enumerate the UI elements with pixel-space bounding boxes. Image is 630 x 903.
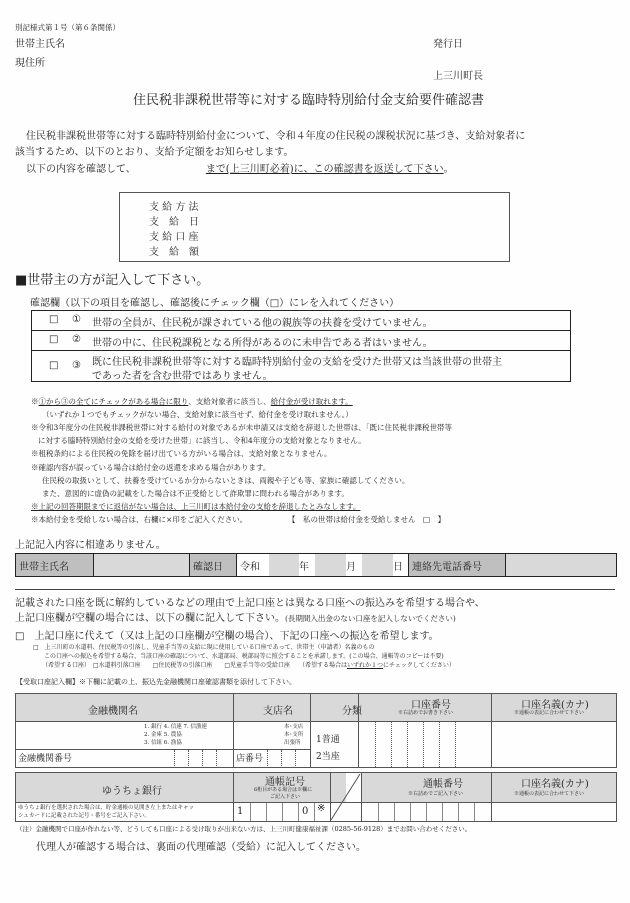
householder-name-label: 世帯主氏名 — [15, 39, 65, 50]
note-1-c: 給付金が受け取れます。 — [270, 397, 353, 406]
checklist-item — [32, 330, 570, 351]
inst-types[interactable] — [144, 723, 207, 747]
checkbox[interactable]: □ — [49, 314, 59, 325]
intro-para1-line1: 住民税非課税世帯等に対する臨時特別給付金について、令和４年度の住民税の課税状況に基づき、支給対象者に — [26, 131, 526, 142]
alt-account-line2-note: (長期間入出金のない口座を記入しないでください) — [285, 614, 456, 623]
checklist-item — [32, 351, 570, 381]
alt-account-sub2: この口座への振込を希望する場合、当該口座の確認について、水道部局、税部局等に照会することを承諾します。(この場合、通帳等のコピーは不要) — [44, 653, 444, 660]
agent-note: 代理人が確認する場合は、裏面の代理確認（受給）に記入してください。 — [36, 842, 366, 853]
confirm-statement: 上記記入内容に相違ありません。 — [15, 540, 166, 551]
yucho-symbol-note2: ご記入下さい — [270, 794, 301, 800]
note-1-b: 、支給対象者に該当し、 — [188, 397, 271, 406]
item-text: 世帯の中に、住民税課税となる所得があるのに未申告である者はいません。 — [92, 338, 433, 349]
note-mark: ※ — [31, 397, 39, 406]
phone-label: 連絡先電話番号 — [409, 554, 506, 576]
householder-name-field[interactable] — [94, 554, 190, 576]
era-label: 令和 — [240, 562, 260, 573]
footer-note: （注）金融機関で口座が作れない等、どうしても口座による受け取りが出来ない方は、上三川町健康福祉課（0285-56-9128）までお問い合わせください。 — [16, 825, 472, 833]
item-number: ① — [72, 314, 81, 325]
yucho-number-header: 通帳番号 — [423, 779, 463, 790]
document-title: 住民税非課税世帯等に対する臨時特別給付金支給要件確認書 — [133, 93, 485, 108]
payment-date-label: 支 給 日 — [149, 217, 199, 228]
year-field[interactable] — [269, 554, 299, 576]
month-label: 月 — [346, 562, 356, 573]
branch-no-label: 店番号 — [236, 754, 264, 764]
householder-name-label: 世帯主氏名 — [16, 554, 94, 576]
choose-one: いずれか１つ — [347, 662, 384, 669]
day-label: 日 — [393, 554, 409, 576]
branch-types[interactable] — [284, 723, 303, 747]
yucho-number-note: ※右詰めでご記入下さい — [408, 791, 464, 797]
inst-type-row: 1. 銀行 4. 信連 7. 信漁連 — [144, 724, 207, 730]
note-4-sub1: 住民税の取扱いとして、扶養を受けているか分からないときは、両親や子ども等、家族に確認してください。 — [42, 476, 410, 485]
account-options-end: にチェックしてください） — [383, 662, 455, 669]
slash-cell — [330, 773, 361, 821]
branch-type-row: 本･支所 — [284, 732, 304, 738]
symbol-digit-first: 1 — [237, 806, 244, 817]
inst-name-header: 金融機関名 — [88, 706, 138, 717]
yucho-symbol-field[interactable] — [234, 803, 330, 821]
inst-type-row: 2. 金庫 5. 農協 — [144, 732, 182, 738]
note-2-line1: ※令和3年度分の住民税非課税世帯に対する給付の対象であるが未申請又は支給を辞退した世帯は、「既に住民税非課税世帯等 — [31, 423, 453, 432]
note-1-a: ①から③の全てにチェックがある場合に限り — [38, 397, 189, 406]
category-header: 分類 — [342, 706, 362, 717]
yucho-symbol-header: 通帳記号 — [265, 777, 305, 788]
note-6: ※本給付金を受給しない場合は、右欄に×印をご記入ください。 — [31, 515, 248, 524]
note-2-line2: に対する臨時特別給付金の支給を受けた世帯」に該当し、令和4年度分の支給対象となりません。 — [38, 436, 366, 445]
alt-account-line2 — [15, 609, 456, 624]
note-1-sub: （いずれか１つでもチェックがない場合、支給対象に該当せず、給付金を受け取れません。） — [42, 410, 353, 419]
alt-account-line1: 記載された口座を既に解約しているなどの理由で上記口座とは異なる口座への振込みを希望する場合や、 — [15, 598, 485, 609]
item-number: ③ — [72, 360, 81, 371]
inst-no-label: 金融機関番号 — [18, 754, 73, 764]
note-3: ※租税条約による住民税の免除を届け出ている方がいる場合は、支給対象となりません。 — [31, 449, 332, 458]
branch-type-row: 出張所 — [284, 740, 301, 746]
checklist-item — [32, 311, 570, 331]
payment-method-label: 支 給 方 法 — [149, 202, 199, 213]
confirm-row — [15, 553, 617, 577]
decline-checkbox-box[interactable]: 【 私の世帯は給付金を受給しません □ 】 — [288, 515, 446, 524]
yucho-instruction-line1: ゆうちょ銀行を選択された場合は、貯金通帳の見開き左上またはキャッ — [18, 805, 195, 811]
branch-type-row: 本･支店 — [284, 724, 304, 730]
holder-header: 口座名義(カナ) — [521, 700, 589, 711]
note-1 — [31, 396, 353, 407]
branch-no-field[interactable] — [267, 750, 309, 766]
checkbox[interactable]: □ — [49, 334, 59, 345]
intro-para2 — [26, 160, 454, 175]
deadline-underline: まで(上三川町必着)に、この確認書を返送して下さい — [205, 164, 444, 175]
sixth-digit-mark: ※ — [317, 803, 326, 814]
yucho-name: ゆうちょ銀行 — [102, 786, 162, 797]
alt-account-sub3[interactable] — [42, 660, 455, 669]
issuer: 上三川町長 — [433, 71, 483, 82]
yucho-symbol-note1: 6桁目がある場合は※欄に — [254, 787, 313, 793]
householder-section-heading: ■世帯主の方が記入して下さい。 — [15, 273, 210, 288]
yucho-number-field[interactable] — [362, 803, 491, 821]
address-label: 現住所 — [15, 58, 45, 69]
confirm-date-label: 確認日 — [190, 554, 237, 576]
inst-no-field[interactable] — [174, 750, 232, 766]
branch-name-header: 支店名 — [263, 706, 293, 717]
confirm-instruction: 確認欄（以下の項目を確認し、確認後にチェック欄（□）にレを入れてください） — [30, 298, 400, 309]
item-text: 既に住民税非課税世帯等に対する臨時特別給付金の支給を受けた世帯又は当該世帯の世帯主 — [92, 357, 502, 368]
item-text: 世帯の全員が、住民税が課されている他の親族等の扶養を受けていません。 — [92, 318, 433, 329]
month-gap[interactable] — [315, 554, 346, 576]
account-no-field[interactable] — [359, 722, 491, 767]
payment-info-box — [119, 192, 510, 262]
alt-account-sub1[interactable]: □ 上三川町の水道料、住民税等の引落し、児童手当等の支給に現に使用している口座であって、世帯主（申請者）名義のもの — [33, 644, 375, 651]
issue-date-label: 発行日 — [433, 39, 463, 50]
category-regular[interactable]: 1普通 — [316, 735, 340, 745]
yucho-instruction-line2: シュカードに記載された記号・番号をご記入下さい。 — [18, 813, 150, 819]
yucho-holder-field[interactable] — [492, 803, 615, 821]
payment-amount-label: 支 給 額 — [149, 247, 199, 258]
item-number: ② — [72, 334, 81, 345]
checkbox[interactable]: □ — [49, 360, 59, 371]
symbol-digit-last: 0 — [302, 806, 309, 817]
receive-account-label: 【受取口座記入欄】※下欄に記載の上、振込先金融機関口座確認書類を添付して下さい。 — [16, 678, 296, 686]
alt-account-request[interactable]: □ 上記口座に代えて（又は上記の口座欄が空欄の場合）、下記の口座への振込を希望します。 — [15, 631, 439, 642]
yucho-holder-header: 口座名義(カナ) — [521, 779, 589, 790]
holder-note: ※通帳の表記に合わせて下さい — [514, 710, 585, 716]
account-options[interactable]: （希望する口座） □水道料引落口座 □住民税等の引落口座 □児童手当等の受給口座 （希望する場合は — [42, 662, 348, 669]
phone-field[interactable] — [506, 554, 616, 576]
bank-table — [15, 693, 617, 768]
note-5: ※上記の回答期限までに返信がない場合は、上三川町は本給付金の支給を辞退したとみなします。 — [31, 502, 361, 511]
holder-field[interactable] — [492, 722, 615, 767]
day-field[interactable] — [362, 554, 393, 576]
intro-para1-line2: 該当するため、以下のとおり、支給予定額をお知らせします。 — [15, 147, 294, 158]
section-divider — [15, 589, 615, 590]
note-4-sub2: また、意図的に虚偽の記載をした場合は不正受給として詐欺罪に問われる場合があります。 — [42, 489, 349, 498]
yucho-table — [15, 772, 617, 822]
note-4: ※確認内容が誤っている場合は給付金の返還を求める場合があります。 — [31, 463, 271, 472]
yucho-holder-note: ※通帳の表記に合わせて下さい — [514, 791, 585, 797]
intro-para2-prefix: 以下の内容を確認して、 — [26, 164, 136, 175]
account-no-note: ※右詰めでお書き下さい — [398, 710, 454, 716]
item-text-cont: であった者を含む世帯ではありません。 — [92, 371, 273, 382]
yucho-instruction — [18, 804, 194, 820]
alt-account-line2-main: 上記口座欄が空欄の場合には、以下の欄に記入して下さい。 — [15, 613, 285, 624]
form-number: 別記様式第１号（第６条関係） — [15, 23, 120, 32]
account-no-header: 口座番号 — [411, 700, 451, 711]
year-label: 年 — [299, 562, 309, 573]
inst-type-row: 3. 信組 6. 漁協 — [144, 740, 182, 746]
category-checking[interactable]: 2当座 — [316, 752, 340, 762]
confirm-checklist — [31, 310, 571, 382]
payment-account-label: 支 給 口 座 — [149, 232, 199, 243]
intro-para2-suffix: 。 — [443, 164, 454, 175]
